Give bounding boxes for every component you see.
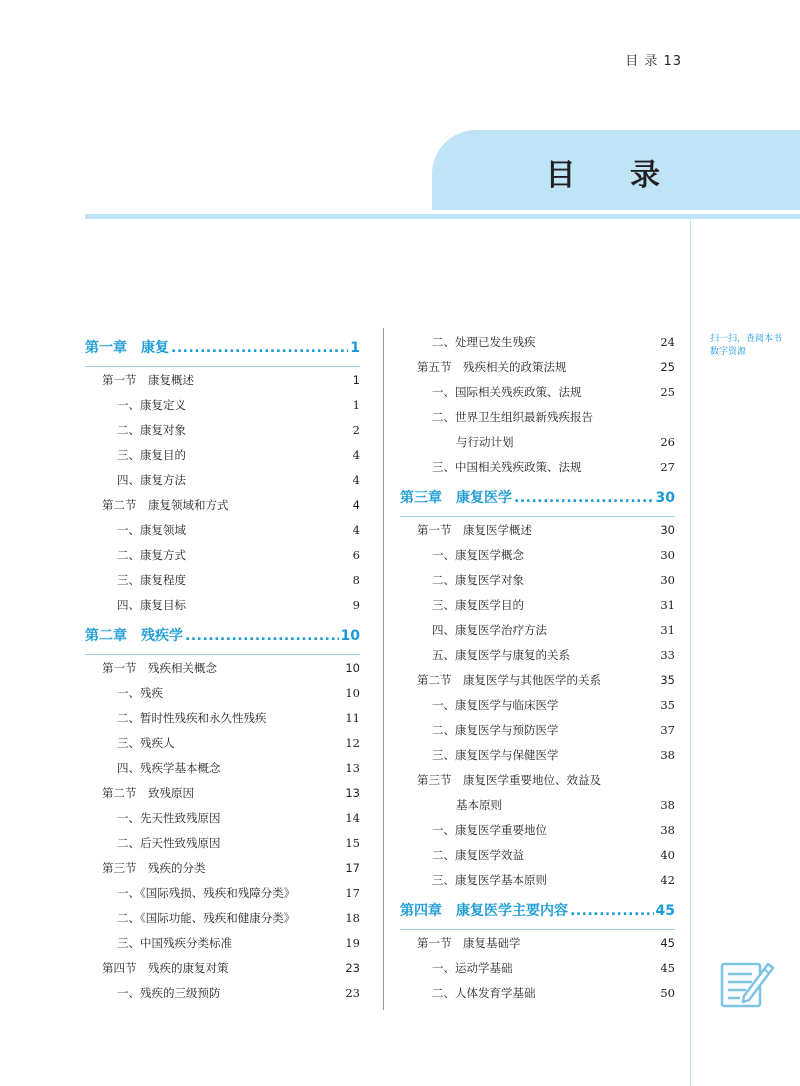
- toc-page-number: 1: [352, 373, 360, 387]
- toc-section[interactable]: [85, 368, 360, 393]
- toc-page-number: 14: [345, 811, 360, 825]
- toc-section[interactable]: [85, 856, 360, 881]
- toc-page-number: 19: [345, 936, 360, 950]
- toc-page-number: 10: [345, 661, 360, 675]
- toc-item[interactable]: [85, 981, 360, 1006]
- toc-page-number: 30: [655, 490, 675, 506]
- toc-page-number: 45: [660, 936, 675, 950]
- toc-page-number: 10: [345, 686, 360, 700]
- toc-entry-title: 基本原则: [456, 798, 502, 812]
- toc-page-number: 6: [352, 548, 360, 562]
- toc-entry-title: 第二节 康复医学与其他医学的关系: [417, 673, 601, 687]
- toc-entry-title: 二、人体发育学基础: [432, 986, 536, 1000]
- title-rule: [85, 214, 800, 219]
- toc-item[interactable]: [400, 956, 675, 981]
- toc-entry-title: 一、残疾: [117, 686, 163, 700]
- toc-item[interactable]: [400, 743, 675, 768]
- toc-page-number: 24: [660, 335, 675, 349]
- toc-page-number: 1: [350, 340, 360, 356]
- toc-page-number: 4: [352, 523, 360, 537]
- toc-section[interactable]: [400, 931, 675, 956]
- toc-item[interactable]: [85, 906, 360, 931]
- toc-entry-title: 三、中国残疾分类标准: [117, 936, 232, 950]
- toc-chapter[interactable]: [85, 623, 360, 649]
- toc-chapter[interactable]: [85, 335, 360, 361]
- toc-item[interactable]: [85, 518, 360, 543]
- toc-entry-title: 二、康复医学效益: [432, 848, 524, 862]
- toc-page-number: 17: [345, 861, 360, 875]
- qr-note: 扫一扫，查阅本书数字资源: [710, 334, 783, 357]
- toc-page-number: 12: [345, 736, 360, 750]
- toc-page-number: 31: [660, 623, 675, 637]
- toc-entry-title: 一、国际相关残疾政策、法规: [432, 385, 582, 399]
- toc-item[interactable]: [85, 931, 360, 956]
- toc-page-number: 23: [345, 961, 360, 975]
- toc-entry-title: 一、康复领域: [117, 523, 186, 537]
- toc-page-number: 30: [660, 548, 675, 562]
- toc-section[interactable]: [85, 781, 360, 806]
- toc-entry-title: 二、康复对象: [117, 423, 186, 437]
- toc-entry-title: 第一节 康复医学概述: [417, 523, 532, 537]
- toc-item[interactable]: [85, 706, 360, 731]
- toc-chapter[interactable]: [400, 485, 675, 511]
- toc-page-number: 26: [660, 435, 675, 449]
- toc-page-number: 38: [660, 823, 675, 837]
- toc-item[interactable]: [85, 393, 360, 418]
- toc-item[interactable]: [85, 806, 360, 831]
- toc-item[interactable]: [400, 693, 675, 718]
- toc-page-number: 10: [340, 628, 360, 644]
- leader-dots: [185, 623, 339, 649]
- leader-dots: [171, 335, 348, 361]
- toc-entry-title: 第三节 残疾的分类: [102, 861, 206, 875]
- running-head: 目 录 13: [625, 54, 682, 69]
- toc-section[interactable]: [85, 956, 360, 981]
- toc-page-number: 17: [345, 886, 360, 900]
- toc-item[interactable]: [400, 330, 675, 355]
- toc-entry-title: 四、康复方法: [117, 473, 186, 487]
- margin-rule: [690, 219, 691, 1086]
- page-title: 目 录: [545, 158, 682, 193]
- toc-page-number: 27: [660, 460, 675, 474]
- toc-page-number: 9: [352, 598, 360, 612]
- toc-page-number: 38: [660, 798, 675, 812]
- toc-item[interactable]: [400, 405, 675, 430]
- toc-entry-title: 第一节 康复基础学: [417, 936, 521, 950]
- toc-section[interactable]: [400, 768, 675, 793]
- toc-page-number: 35: [660, 673, 675, 687]
- toc-entry-title: 一、康复定义: [117, 398, 186, 412]
- toc-page-number: 25: [660, 360, 675, 374]
- toc-page-number: 11: [345, 711, 360, 725]
- toc-entry-title: 第三章 康复医学: [400, 490, 512, 506]
- toc-page-number: 50: [660, 986, 675, 1000]
- toc-item[interactable]: [85, 593, 360, 618]
- toc-item[interactable]: [400, 568, 675, 593]
- toc-page-number: 31: [660, 598, 675, 612]
- toc-page-number: 18: [345, 911, 360, 925]
- column-divider: [383, 328, 384, 1010]
- toc-item[interactable]: [85, 418, 360, 443]
- toc-item[interactable]: [85, 443, 360, 468]
- toc-page-number: 23: [345, 986, 360, 1000]
- toc-entry-title: 一、康复医学概念: [432, 548, 524, 562]
- toc-entry-title: 与行动计划: [456, 435, 514, 449]
- toc-entry-title: 二、康复方式: [117, 548, 186, 562]
- toc-entry-title: 三、残疾人: [117, 736, 175, 750]
- toc-entry-title: 四、康复目标: [117, 598, 186, 612]
- toc-cont[interactable]: [400, 793, 675, 818]
- toc-item[interactable]: [85, 881, 360, 906]
- toc-section[interactable]: [85, 656, 360, 681]
- toc-page-number: 13: [345, 786, 360, 800]
- toc-entry-title: 二、康复医学与预防医学: [432, 723, 559, 737]
- toc-page-number: 4: [352, 498, 360, 512]
- toc-item[interactable]: [400, 981, 675, 1006]
- toc-entry-title: 三、康复目的: [117, 448, 186, 462]
- toc-entry-title: 第四节 残疾的康复对策: [102, 961, 229, 975]
- toc-page-number: 35: [660, 698, 675, 712]
- toc-entry-title: 二、《国际功能、残疾和健康分类》: [117, 911, 296, 925]
- toc-section[interactable]: [400, 668, 675, 693]
- toc-item[interactable]: [85, 731, 360, 756]
- toc-item[interactable]: [85, 831, 360, 856]
- toc-page-number: 15: [345, 836, 360, 850]
- toc-chapter[interactable]: [400, 898, 675, 924]
- toc-entry-title: 二、处理已发生残疾: [432, 335, 536, 349]
- toc-entry-title: 三、康复程度: [117, 573, 186, 587]
- toc-entry-title: 二、暂时性残疾和永久性残疾: [117, 711, 267, 725]
- toc-item[interactable]: [85, 543, 360, 568]
- toc-entry-title: 一、康复医学与临床医学: [432, 698, 559, 712]
- toc-item[interactable]: [400, 618, 675, 643]
- toc-item[interactable]: [400, 843, 675, 868]
- toc-item[interactable]: [85, 568, 360, 593]
- toc-entry-title: 第三节 康复医学重要地位、效益及: [417, 773, 601, 787]
- toc-section[interactable]: [85, 493, 360, 518]
- toc-entry-title: 第五节 残疾相关的政策法规: [417, 360, 567, 374]
- toc-page-number: 30: [660, 573, 675, 587]
- toc-item[interactable]: [400, 718, 675, 743]
- toc-page-number: 8: [352, 573, 360, 587]
- toc-entry-title: 一、康复医学重要地位: [432, 823, 547, 837]
- toc-entry-title: 第二节 康复领域和方式: [102, 498, 229, 512]
- toc-page-number: 38: [660, 748, 675, 762]
- toc-entry-title: 四、康复医学治疗方法: [432, 623, 547, 637]
- toc-left-column: [85, 330, 360, 1006]
- toc-entry-title: 三、康复医学与保健医学: [432, 748, 559, 762]
- toc-entry-title: 第一节 残疾相关概念: [102, 661, 217, 675]
- toc-item[interactable]: [85, 756, 360, 781]
- toc-item[interactable]: [400, 593, 675, 618]
- toc-entry-title: 二、康复医学对象: [432, 573, 524, 587]
- leader-dots: [514, 485, 654, 511]
- toc-page-number: 37: [660, 723, 675, 737]
- toc-entry-title: 三、康复医学目的: [432, 598, 524, 612]
- toc-entry-title: 二、后天性致残原因: [117, 836, 221, 850]
- toc-entry-title: 三、中国相关残疾政策、法规: [432, 460, 582, 474]
- toc-section[interactable]: [400, 355, 675, 380]
- notebook-pen-icon: [716, 952, 776, 1012]
- leader-dots: [570, 898, 654, 924]
- toc-entry-title: 一、先天性致残原因: [117, 811, 221, 825]
- toc-item[interactable]: [400, 543, 675, 568]
- toc-page-number: 1: [352, 398, 360, 412]
- toc-page-number: 45: [660, 961, 675, 975]
- toc-item[interactable]: [400, 868, 675, 893]
- toc-entry-title: 四、残疾学基本概念: [117, 761, 221, 775]
- toc-entry-title: 五、康复医学与康复的关系: [432, 648, 570, 662]
- toc-page-number: 33: [660, 648, 675, 662]
- toc-cont[interactable]: [400, 430, 675, 455]
- toc-item[interactable]: [85, 681, 360, 706]
- toc-entry-title: 二、世界卫生组织最新残疾报告: [432, 410, 593, 424]
- toc-entry-title: 一、残疾的三级预防: [117, 986, 221, 1000]
- toc-entry-title: 第四章 康复医学主要内容: [400, 903, 568, 919]
- toc-page-number: 4: [352, 473, 360, 487]
- toc-entry-title: 第一节 康复概述: [102, 373, 194, 387]
- toc-right-column: [400, 330, 675, 1006]
- toc-page-number: 13: [345, 761, 360, 775]
- toc-item[interactable]: [400, 455, 675, 480]
- toc-entry-title: 一、运动学基础: [432, 961, 513, 975]
- toc-entry-title: 一、《国际残损、残疾和残障分类》: [117, 886, 296, 900]
- toc-entry-title: 第二章 残疾学: [85, 628, 183, 644]
- toc-page-number: 30: [660, 523, 675, 537]
- toc-item[interactable]: [400, 818, 675, 843]
- toc-entry-title: 第二节 致残原因: [102, 786, 194, 800]
- toc-entry-title: 三、康复医学基本原则: [432, 873, 547, 887]
- toc-page-number: 42: [660, 873, 675, 887]
- toc-page-number: 45: [655, 903, 675, 919]
- toc-page-number: 4: [352, 448, 360, 462]
- toc-item[interactable]: [400, 643, 675, 668]
- toc-entry-title: 第一章 康复: [85, 340, 169, 356]
- toc-page-number: 25: [660, 385, 675, 399]
- toc-item[interactable]: [85, 468, 360, 493]
- toc-section[interactable]: [400, 518, 675, 543]
- toc-page-number: 2: [352, 423, 360, 437]
- toc-item[interactable]: [400, 380, 675, 405]
- toc-page-number: 40: [660, 848, 675, 862]
